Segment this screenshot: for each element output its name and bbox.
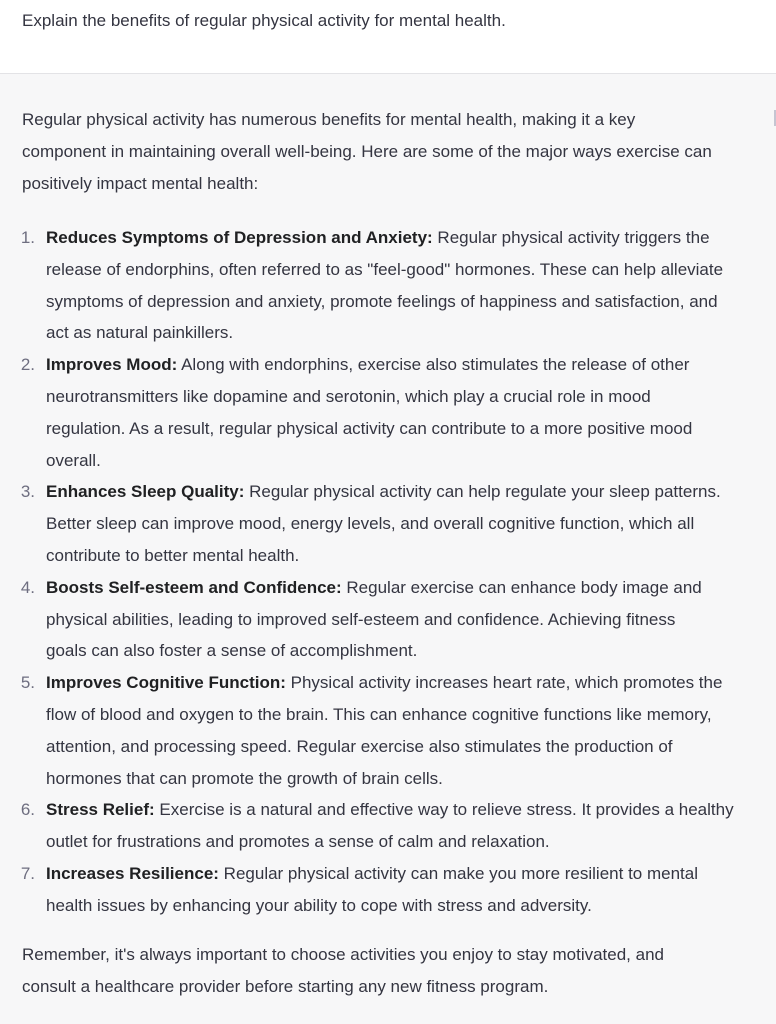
benefit-text-line: hormones that can promote the growth of brain cells. xyxy=(46,768,443,788)
response-intro-line: Regular physical activity has numerous benefits for mental health, making it a key xyxy=(22,110,636,129)
benefit-text: Regular physical activity triggers the xyxy=(432,228,710,247)
benefit-text-line: outlet for frustrations and promotes a sense of calm and relaxation. xyxy=(46,832,550,852)
benefit-text-line: symptoms of depression and anxiety, promote feelings of happiness and satisfaction, and xyxy=(46,291,718,311)
benefit-text: Physical activity increases heart rate, which promotes the xyxy=(285,673,723,693)
user-message xyxy=(0,0,776,74)
list-number: 6. xyxy=(20,800,35,820)
benefit-text-line: release of endorphins, often referred to as "feel-good" hormones. These can help alleviate xyxy=(46,259,724,279)
response-closing-line: Remember, it's always important to choose activities you enjoy to stay motivated, and xyxy=(22,945,664,964)
benefit-heading: Boosts Self-esteem and Confidence: xyxy=(46,577,342,597)
benefit-first-line xyxy=(46,222,776,254)
benefit-item-resilience xyxy=(0,858,776,922)
benefit-body xyxy=(46,349,776,476)
benefit-body xyxy=(46,667,776,794)
response-closing xyxy=(22,939,664,1003)
benefit-body xyxy=(46,858,776,922)
list-number: 4. xyxy=(20,577,35,597)
benefit-item-self-esteem xyxy=(0,572,776,667)
response-closing-line: consult a healthcare provider before starting any new fitness program. xyxy=(22,976,549,996)
list-number: 5. xyxy=(20,673,35,693)
benefit-first-line xyxy=(46,349,776,381)
benefits-list xyxy=(0,222,776,922)
response-intro-line: component in maintaining overall well-being. Here are some of the major ways exercise can xyxy=(22,141,712,161)
benefit-item-sleep xyxy=(0,476,776,571)
benefit-text: Along with endorphins, exercise also stimulates the release of other xyxy=(177,355,690,375)
benefit-text: Regular physical activity can make you more resilient to mental xyxy=(218,863,698,883)
list-number: 7. xyxy=(20,863,35,883)
benefit-item-mood xyxy=(0,349,776,476)
response-intro-line: positively impact mental health: xyxy=(22,173,259,193)
benefit-heading: Increases Resilience: xyxy=(46,863,219,883)
benefit-text-line: physical abilities, leading to improved self-esteem and confidence. Achieving fitness xyxy=(46,609,676,629)
benefit-heading: Improves Mood: xyxy=(46,355,178,375)
benefit-first-line xyxy=(46,667,776,699)
list-number: 2. xyxy=(20,355,35,375)
list-number: 3. xyxy=(20,482,35,502)
response-intro xyxy=(22,104,712,199)
benefit-first-line xyxy=(46,572,776,604)
benefit-text-line: contribute to better mental health. xyxy=(46,545,300,565)
benefit-heading: Enhances Sleep Quality: xyxy=(46,482,245,502)
benefit-heading: Stress Relief: xyxy=(46,800,155,820)
list-number: 1. xyxy=(20,228,35,247)
benefit-text-line: goals can also foster a sense of accomplishment. xyxy=(46,641,418,661)
benefit-text-line: regulation. As a result, regular physical activity can contribute to a more positive mood xyxy=(46,418,693,438)
benefit-text-line: flow of blood and oxygen to the brain. This can enhance cognitive functions like memory, xyxy=(46,704,712,724)
benefit-item-depression-anxiety xyxy=(0,222,776,349)
benefit-item-stress xyxy=(0,794,776,858)
benefit-body xyxy=(46,572,776,667)
benefit-text-line: neurotransmitters like dopamine and serotonin, which play a crucial role in mood xyxy=(46,386,651,406)
benefit-item-cognitive xyxy=(0,667,776,794)
user-prompt-text: Explain the benefits of regular physical activity for mental health. xyxy=(22,11,506,30)
benefit-text: Exercise is a natural and effective way to relieve stress. It provides a healthy xyxy=(154,800,734,820)
benefit-heading: Improves Cognitive Function: xyxy=(46,673,286,693)
benefit-text: Regular physical activity can help regulate your sleep patterns. xyxy=(244,482,721,502)
benefit-text-line: act as natural painkillers. xyxy=(46,323,234,343)
benefit-text: Regular exercise can enhance body image and xyxy=(341,577,702,597)
benefit-first-line xyxy=(46,794,776,826)
benefit-body xyxy=(46,222,776,349)
benefit-text-line: health issues by enhancing your ability to cope with stress and adversity. xyxy=(46,895,592,915)
benefit-body xyxy=(46,476,776,571)
benefit-first-line xyxy=(46,476,776,508)
benefit-heading: Reduces Symptoms of Depression and Anxiety: xyxy=(46,228,433,247)
benefit-text-line: overall. xyxy=(46,450,101,470)
benefit-first-line xyxy=(46,858,776,890)
benefit-text-line: Better sleep can improve mood, energy levels, and overall cognitive function, which all xyxy=(46,514,695,534)
benefit-text-line: attention, and processing speed. Regular exercise also stimulates the production of xyxy=(46,736,673,756)
benefit-body xyxy=(46,794,776,858)
